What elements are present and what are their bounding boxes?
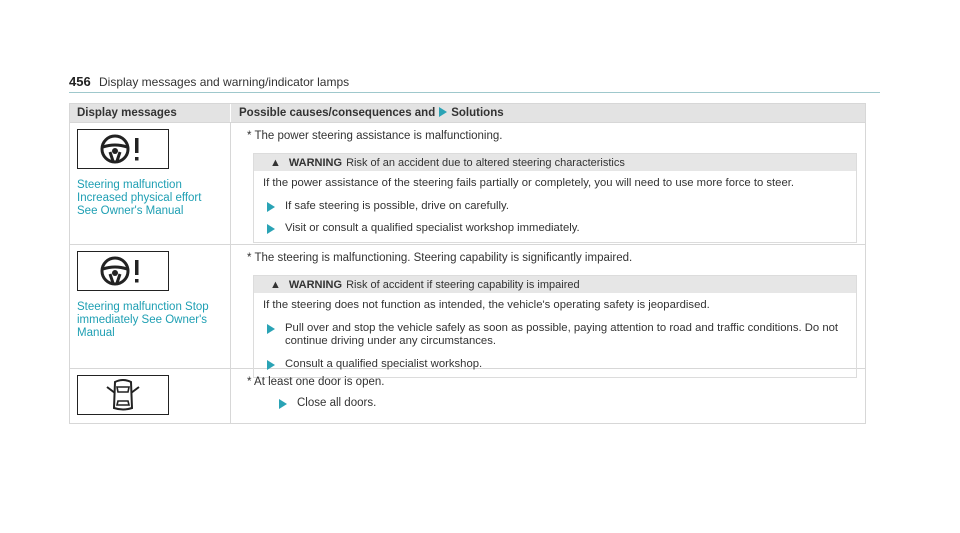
step-text: Pull over and stop the vehicle safely as soon as possible, paying attention to road and traffic conditions. Do not continue driving under any circumstances. (285, 321, 839, 347)
col-causes-label: Possible causes/consequences and (239, 107, 436, 119)
warning-text: If the power assistance of the steering fails partially or completely, you will need to use more force to steer. (263, 177, 795, 189)
warning-label: WARNING (288, 156, 343, 169)
solution-step (263, 200, 848, 214)
warning-triangle-icon: ▲ (270, 156, 281, 169)
display-message-text: Steering malfunction Increased physical effort See Owner's Manual (77, 179, 202, 217)
table-header (70, 104, 865, 122)
solution-step (263, 322, 848, 349)
display-message-cell (70, 369, 230, 423)
display-message-cell (70, 245, 230, 368)
table-row (70, 244, 865, 368)
page-title: Display messages and warning/indicator lamps (99, 75, 350, 89)
display-message-text: Steering malfunction Stop immediately See Owner's Manual (77, 301, 209, 339)
display-message-cell (70, 123, 230, 244)
car-door-open-icon (77, 375, 169, 415)
step-text: Consult a qualified specialist workshop. (285, 357, 483, 370)
warning-body (254, 171, 856, 242)
step-arrow-icon (267, 360, 275, 370)
step-arrow-icon (267, 224, 275, 234)
table-row (70, 122, 865, 244)
cause-text: * The steering is malfunctioning. Steering capability is significantly impaired. (247, 252, 633, 264)
arrow-icon (439, 107, 447, 117)
table-row (70, 368, 865, 423)
step-text: If safe steering is possible, drive on carefully. (285, 199, 509, 212)
step-arrow-icon (267, 202, 275, 212)
col-solutions-label: Solutions (451, 107, 504, 119)
step-text: Close all doors. (297, 397, 377, 409)
warning-text: If the steering does not function as intended, the vehicle's operating safety is jeopardised. (263, 299, 710, 311)
cause-text: * At least one door is open. (247, 376, 385, 388)
warning-triangle-icon: ▲ (270, 278, 281, 291)
warning-label: WARNING (288, 278, 343, 291)
solution-step (279, 397, 857, 409)
causes-cell (230, 245, 865, 368)
warning-header (254, 276, 856, 293)
page-number: 456 (69, 74, 91, 89)
steering-wheel-warning-icon (77, 129, 169, 169)
step-arrow-icon (267, 324, 275, 334)
cause-text: * The power steering assistance is malfunctioning. (247, 130, 503, 142)
col-causes-header (230, 104, 865, 122)
solution-step (263, 222, 848, 236)
warning-title: Risk of an accident due to altered steering characteristics (346, 156, 625, 169)
col-display-messages-header: Display messages (77, 107, 177, 119)
causes-cell (230, 123, 865, 244)
page-header (69, 74, 880, 93)
causes-cell (230, 369, 865, 423)
steering-wheel-warning-icon (77, 251, 169, 291)
step-arrow-icon (279, 399, 287, 409)
warning-box (253, 275, 857, 378)
warning-header (254, 154, 856, 171)
warning-body (254, 293, 856, 377)
warning-box (253, 153, 857, 243)
step-text: Visit or consult a qualified specialist workshop immediately. (285, 222, 580, 234)
display-messages-table (69, 103, 866, 424)
warning-title: Risk of accident if steering capability is impaired (346, 278, 580, 291)
